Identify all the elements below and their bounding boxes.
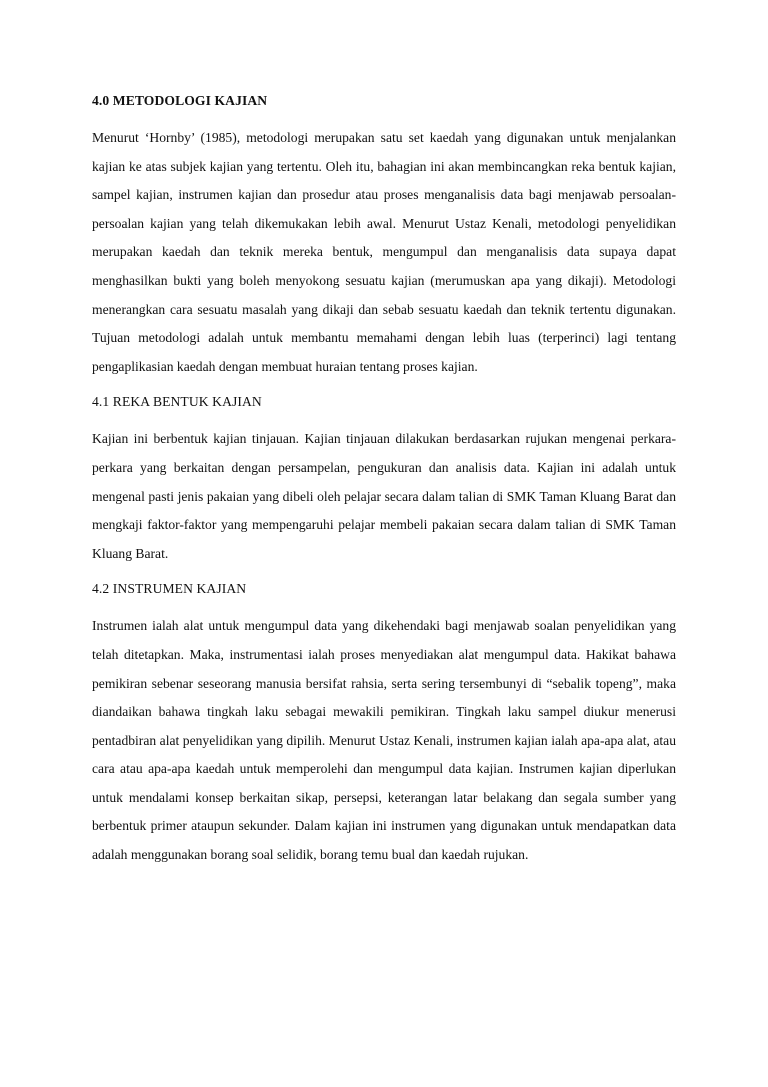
section-paragraph-metodologi: Menurut ‘Hornby’ (1985), metodologi merupakan satu set kaedah yang digunakan untuk menjalankan kajian ke atas subjek kajian yang tertentu. Oleh itu, bahagian ini akan membincangkan reka bentuk kajian, sampel kajian, instrumen kajian dan prosedur atau proses menganalisis data bagi menjawab persoalan-persoalan kajian yang telah dikemukakan lebih awal. Menurut Ustaz Kenali, metodologi penyelidikan merupakan kaedah dan teknik mereka bentuk, mengumpul dan menganalisis data supaya dapat menghasilkan bukti yang boleh menyokong sesuatu kajian (merumuskan apa yang dikaji). Metodologi menerangkan cara sesuatu masalah yang dikaji dan sebab sesuatu kaedah dan teknik tertentu digunakan. Tujuan metodologi adalah untuk membantu memahami dengan lebih luas (terperinci) lagi tentang pengaplikasian kaedah dengan membuat huraian tentang proses kajian. [92, 130, 676, 374]
section-heading-reka-bentuk: 4.1 REKA BENTUK KAJIAN [92, 394, 262, 410]
section-heading-metodologi: 4.0 METODOLOGI KAJIAN [92, 93, 268, 108]
page-content [92, 91, 676, 870]
section-paragraph-instrumen: Instrumen ialah alat untuk mengumpul data yang dikehendaki bagi menjawab soalan penyelidikan yang telah ditetapkan. Maka, instrumentasi ialah proses menyediakan alat mengumpul data. Hakikat bahawa pemikiran sebenar seseorang manusia bersifat rahsia, serta sering tersembunyi di “sebalik topeng”, maka diandaikan bahawa tingkah laku sebagai mewakili pemikiran. Tingkah laku sampel diukur menerusi pentadbiran alat penyelidikan yang dipilih. Menurut Ustaz Kenali, instrumen kajian ialah apa-apa alat, atau cara atau apa-apa kaedah untuk memperolehi dan mengumpul data kajian. Instrumen kajian diperlukan untuk mendalami konsep berkaitan sikap, persepsi, keterangan latar belakang dan segala sumber yang berbentuk primer ataupun sekunder. Dalam kajian ini instrumen yang digunakan untuk mendapatkan data adalah menggunakan borang soal selidik, borang temu bual dan kaedah rujukan. [92, 618, 676, 863]
section-paragraph-reka-bentuk: Kajian ini berbentuk kajian tinjauan. Kajian tinjauan dilakukan berdasarkan rujukan mengenai perkara-perkara yang berkaitan dengan persampelan, pengukuran dan analisis data. Kajian ini adalah untuk mengenal pasti jenis pakaian yang dibeli oleh pelajar secara dalam talian di SMK Taman Kluang Barat dan mengkaji faktor-faktor yang mempengaruhi pelajar membeli pakaian secara dalam talian di SMK Taman Kluang Barat. [92, 431, 676, 561]
section-heading-instrumen: 4.2 INSTRUMEN KAJIAN [92, 581, 247, 597]
